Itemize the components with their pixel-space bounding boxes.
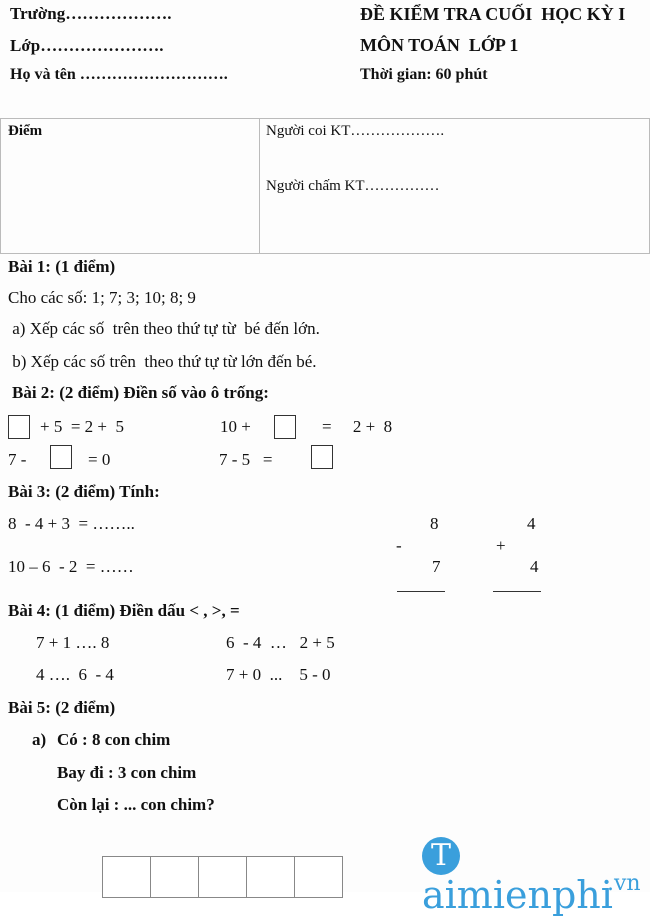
bai5-line3: Còn lại : ... con chim? bbox=[57, 795, 215, 814]
bai4-item: 7 + 1 …. 8 bbox=[36, 633, 110, 652]
bai4-item: 7 + 0 ... 5 - 0 bbox=[226, 665, 331, 684]
exam-title: ĐỀ KIỂM TRA CUỐI HỌC KỲ I bbox=[360, 4, 626, 24]
bai2-r2b: 7 - 5 = bbox=[219, 450, 273, 469]
bai1-prompt: Cho các số: 1; 7; 3; 10; 8; 9 bbox=[8, 288, 196, 307]
proctor-label: Người coi KT………………. bbox=[266, 123, 445, 139]
name-field: Họ và tên ………………………. bbox=[10, 66, 228, 83]
bai4-item: 4 …. 6 - 4 bbox=[36, 665, 114, 684]
logo-initial: T bbox=[422, 837, 460, 875]
table-divider bbox=[259, 119, 260, 253]
col2-line bbox=[493, 591, 541, 592]
bai3-e1: 8 - 4 + 3 = …….. bbox=[8, 514, 135, 533]
bai5-line1: Có : 8 con chim bbox=[57, 730, 171, 749]
bai1-b: b) Xếp các số trên theo thứ tự từ lớn đến bé. bbox=[8, 352, 317, 371]
answer-box[interactable] bbox=[50, 445, 72, 469]
bai5-a-label: a) bbox=[32, 730, 47, 749]
exam-subject: MÔN TOÁN LỚP 1 bbox=[360, 35, 519, 55]
answer-box[interactable] bbox=[274, 415, 296, 439]
bai5-title: Bài 5: (2 điểm) bbox=[8, 698, 116, 717]
bai2-r2a-right: = 0 bbox=[88, 450, 111, 469]
answer-cell[interactable] bbox=[294, 856, 343, 898]
answer-box[interactable] bbox=[8, 415, 30, 439]
bai2-title: Bài 2: (2 điểm) Điền số vào ô trống: bbox=[12, 383, 269, 402]
bai2-r1a: + 5 = 2 + 5 bbox=[40, 417, 125, 436]
taimienphi-logo bbox=[422, 832, 650, 915]
score-label: Điểm bbox=[8, 123, 43, 139]
col1-bottom: 7 bbox=[432, 557, 441, 576]
bai3-e2: 10 – 6 - 2 = …… bbox=[8, 557, 134, 576]
answer-cell[interactable] bbox=[150, 856, 199, 898]
class-field: Lớp…………………. bbox=[10, 36, 164, 55]
logo-tld: .vn bbox=[607, 871, 641, 896]
bai1-a: a) Xếp các số trên theo thứ tự từ bé đến lớn. bbox=[8, 319, 320, 338]
col1-line bbox=[397, 591, 445, 592]
bai2-r2a-left: 7 - bbox=[8, 450, 27, 469]
answer-cell[interactable] bbox=[198, 856, 247, 898]
answer-box[interactable] bbox=[311, 445, 333, 469]
col2-bottom: 4 bbox=[530, 557, 539, 576]
bai1-title: Bài 1: (1 điểm) bbox=[8, 257, 116, 276]
school-field: Trường………………. bbox=[10, 4, 172, 23]
bai5-line2: Bay đi : 3 con chim bbox=[57, 763, 197, 782]
bai4-item: 6 - 4 … 2 + 5 bbox=[226, 633, 335, 652]
col1-op: - bbox=[396, 536, 402, 555]
bai2-r1b-left: 10 + bbox=[220, 417, 251, 436]
bai4-title: Bài 4: (1 điểm) Điền dấu < , >, = bbox=[8, 601, 240, 620]
answer-cell[interactable] bbox=[246, 856, 295, 898]
col1-top: 8 bbox=[430, 514, 439, 533]
col2-op: + bbox=[496, 536, 506, 555]
grader-label: Người chấm KT…………… bbox=[266, 178, 440, 194]
exam-time: Thời gian: 60 phút bbox=[360, 66, 488, 83]
bai3-title: Bài 3: (2 điểm) Tính: bbox=[8, 482, 160, 501]
answer-cell[interactable] bbox=[102, 856, 151, 898]
col2-top: 4 bbox=[527, 514, 536, 533]
logo-brand: aimienphi bbox=[422, 873, 613, 917]
bai2-r1b-right: = 2 + 8 bbox=[322, 417, 393, 436]
answer-grid[interactable] bbox=[103, 856, 343, 898]
